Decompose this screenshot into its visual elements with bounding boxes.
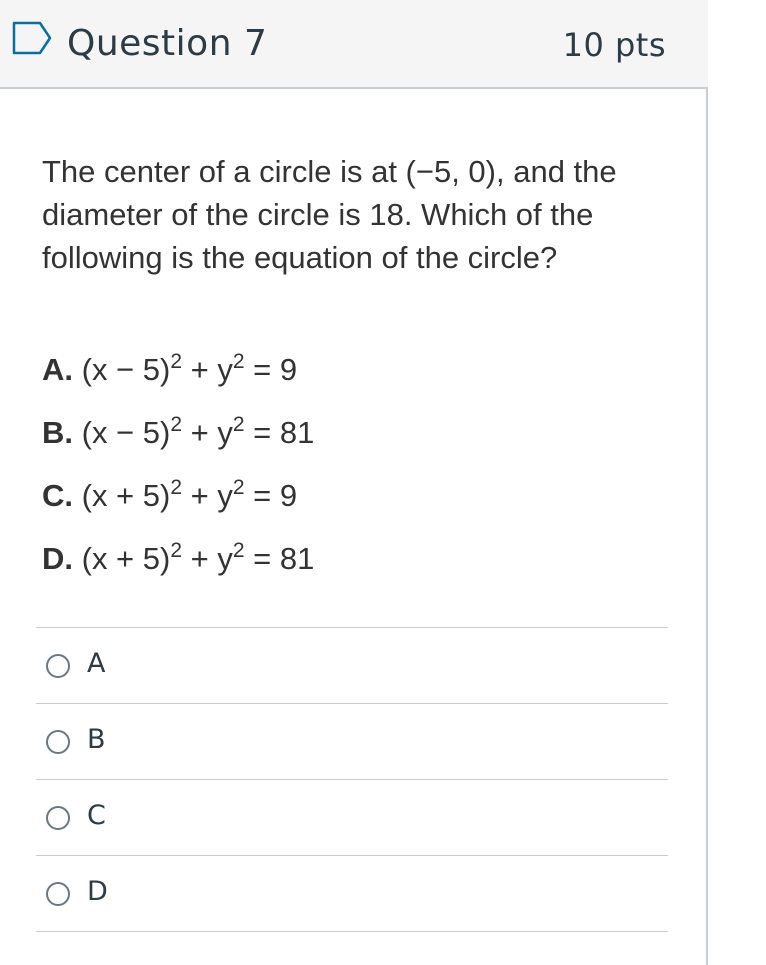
question-options-list bbox=[42, 338, 642, 590]
radio-button-d[interactable] bbox=[46, 882, 70, 906]
option-formula-right: = 81 bbox=[244, 415, 315, 450]
option-letter: B. bbox=[42, 415, 73, 450]
option-formula-right: = 81 bbox=[244, 541, 315, 576]
radio-button-b[interactable] bbox=[46, 730, 70, 754]
option-formula-mid: + y bbox=[182, 478, 233, 513]
option-exponent: 2 bbox=[232, 350, 245, 373]
option-formula-right: = 9 bbox=[244, 478, 298, 513]
option-formula-mid: + y bbox=[182, 352, 233, 387]
answer-option-c[interactable] bbox=[36, 780, 668, 856]
radio-button-a[interactable] bbox=[46, 654, 70, 678]
radio-button-c[interactable] bbox=[46, 806, 70, 830]
option-letter: C. bbox=[42, 478, 73, 513]
question-header bbox=[0, 0, 708, 89]
question-prompt: The center of a circle is at (−5, 0), and the diameter of the circle is 18. Which of the following is the equation of the circle? bbox=[42, 154, 617, 275]
option-exponent: 2 bbox=[170, 539, 183, 562]
option-exponent: 2 bbox=[232, 539, 245, 562]
answer-label-b[interactable]: B bbox=[87, 724, 106, 755]
option-formula-right: = 9 bbox=[244, 352, 298, 387]
option-exponent: 2 bbox=[170, 476, 183, 499]
option-exponent: 2 bbox=[170, 350, 183, 373]
answer-option-d[interactable] bbox=[36, 856, 668, 932]
option-exponent: 2 bbox=[232, 413, 245, 436]
answer-label-d[interactable]: D bbox=[87, 876, 108, 907]
answer-option-b[interactable] bbox=[36, 704, 668, 780]
option-formula-left: (x − 5) bbox=[81, 415, 171, 450]
option-letter: D. bbox=[42, 541, 73, 576]
option-formula-mid: + y bbox=[182, 415, 233, 450]
answer-label-a[interactable]: A bbox=[87, 648, 106, 679]
option-formula-mid: + y bbox=[182, 541, 233, 576]
option-letter: A. bbox=[42, 352, 73, 387]
option-b-text bbox=[42, 401, 642, 464]
option-formula-left: (x + 5) bbox=[81, 541, 171, 576]
option-c-text bbox=[42, 464, 642, 527]
answer-option-a[interactable] bbox=[36, 628, 668, 704]
option-exponent: 2 bbox=[170, 413, 183, 436]
question-title: Question 7 bbox=[67, 23, 268, 64]
option-exponent: 2 bbox=[232, 476, 245, 499]
flag-outline-icon[interactable] bbox=[12, 21, 52, 55]
option-d-text bbox=[42, 527, 642, 590]
option-formula-left: (x − 5) bbox=[81, 352, 171, 387]
answer-label-c[interactable]: C bbox=[87, 800, 106, 831]
option-a-text bbox=[42, 338, 642, 401]
option-formula-left: (x + 5) bbox=[81, 478, 171, 513]
answer-choices bbox=[36, 627, 668, 932]
question-points: 10 pts bbox=[562, 26, 666, 64]
